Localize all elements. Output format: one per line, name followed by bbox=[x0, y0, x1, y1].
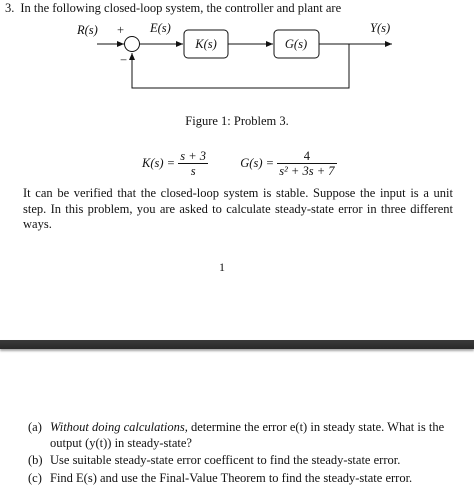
g-lhs: G(s) = bbox=[240, 155, 275, 170]
figure-caption: Figure 1: Problem 3. bbox=[185, 114, 289, 128]
plus-sign: + bbox=[117, 23, 125, 37]
k-numerator: s + 3 bbox=[180, 149, 207, 163]
page-separator bbox=[0, 340, 474, 349]
page-number: 1 bbox=[219, 260, 225, 274]
k-fraction bbox=[178, 150, 208, 178]
part-label: (b) bbox=[28, 453, 43, 467]
part-label: (c) bbox=[28, 470, 42, 485]
error-label: E(s) bbox=[150, 21, 171, 35]
output-label: Y(s) bbox=[370, 21, 391, 35]
part-text: Use suitable steady-state error coefficent to find the steady-state error. bbox=[50, 453, 401, 467]
block-diagram bbox=[0, 0, 474, 110]
g-fraction bbox=[277, 150, 336, 178]
part-label: (a) bbox=[28, 420, 42, 434]
summing-junction bbox=[125, 37, 140, 52]
problem-intro: In the following closed-loop system, the controller and plant are bbox=[20, 1, 342, 15]
problem-description: It can be verified that the closed-loop system is stable. Suppose the input is a unit step. In this problem, you are asked to calculate steady-state error in three different ways. bbox=[23, 186, 453, 231]
question-parts bbox=[28, 420, 458, 488]
transfer-functions bbox=[142, 150, 337, 178]
problem-number: 3. bbox=[5, 1, 15, 15]
part-text: Find E(s) and use the Final-Value Theorem to find the steady-state error. bbox=[50, 470, 413, 485]
k-denominator: s bbox=[190, 164, 196, 178]
plant-label: G(s) bbox=[284, 37, 308, 51]
input-label: R(s) bbox=[77, 23, 98, 37]
part-b bbox=[28, 453, 458, 469]
part-text: determine the error e(t) in steady state. What is the output (y(t)) in steady-state? bbox=[50, 420, 445, 450]
part-c bbox=[28, 471, 458, 487]
controller-label: K(s) bbox=[195, 37, 217, 51]
part-a bbox=[28, 420, 458, 451]
g-numerator: 4 bbox=[277, 150, 336, 164]
k-lhs: K(s) = bbox=[142, 155, 176, 170]
part-italic: Without doing calculations, bbox=[50, 420, 188, 434]
g-denominator: s² + 3s + 7 bbox=[279, 164, 335, 178]
minus-sign: − bbox=[120, 53, 128, 67]
